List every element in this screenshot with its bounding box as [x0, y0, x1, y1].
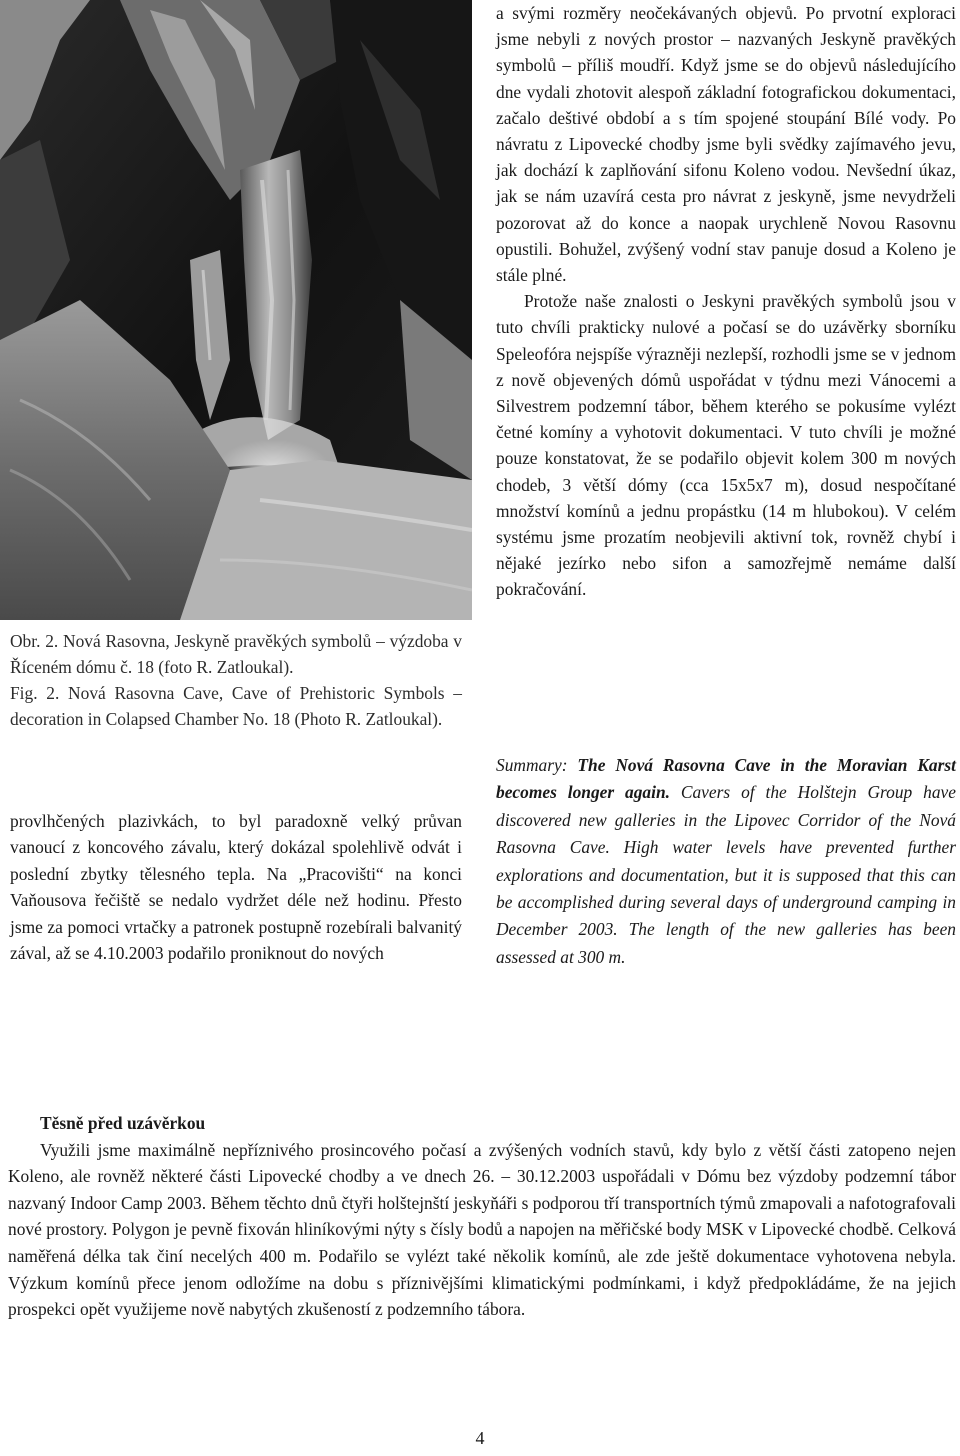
caption-czech: Obr. 2. Nová Rasovna, Jeskyně pravěkých symbolů – výzdoba v Říceném dómu č. 18 (foto R. Zatloukal). [10, 631, 462, 677]
summary-title: The Nová Rasovna Cave in the Moravian Karst becomes longer again. [496, 755, 956, 803]
cave-photo [0, 0, 472, 620]
left-column [10, 808, 462, 966]
right-paragraph-2: Protože naše znalosti o Jeskyni pravěkých symbolů jsou v tuto chvíli prakticky nulové a počasí se do uzávěrky sborníku Speleofóra nejspíše výrazněji nezlepší, rozhodli jsme se v jednom z nově objevených dómů uspořádat v týdnu mezi Vánocemi a Silvestrem podzemní tábor, během kterého se pokusíme vylézt četné komíny a vyhotovit dokumentaci. V tuto chvíli je možné pouze konstatovat, že se podařilo objevit kolem 300 m nových chodeb, 3 větší dómy (cca 15x5x7 m), dosud nespočítané množství komínů a jednu propástku (14 m hlubokou). V celém systému jsme prozatím neobjevili aktivní tok, rovněž chybí i nějaké jezírko nebo sifon a samozřejmě nemáme další pokračování. [496, 291, 956, 600]
summary-label: Summary: [496, 755, 568, 775]
right-paragraph-1: a svými rozměry neočekávaných objevů. Po prvotní exploraci jsme nebyli z nových prostor – nazvaných Jeskyně pravěkých symbolů – příliš moudří. Když jsme se do objevů následujícího dne vydali zhotovit alespoň základní fotografickou dokumentaci, začalo deštivé období a s tím spojené stoupání Bílé vody. Po návratu z Lipovecké chodby jsme byli svědky zajímavého jevu, jak dochází k zaplňování sifonu Koleno vodou. Nevšední úkaz, jak se nám uzavírá cesta pro návrat z jeskyně, jsme nevydrželi pozorovat až do konce a naopak urychleně Novou Rasovnu opustili. Bohužel, zvýšený vodní stav panuje dosud a Koleno je stále plné. [496, 3, 956, 286]
left-column-text: provlhčených plazivkách, to byl paradoxně velký průvan vanoucí z koncového závalu, který dokázal spolehlivě odvát i poslední zbytky tělesného tepla. Na „Pracovišti“ na konci Vaňousova řečiště se nedalo vydržet déle než hodinu. Přesto jsme za pomoci vrtačky a patronek postupně rozebírali balvanitý zával, až se 4.10.2003 podařilo proniknout do nových [10, 811, 462, 964]
summary-body: Cavers of the Holštejn Group have discovered new galleries in the Lipovec Corridor of the Nová Rasovna Cave. High water levels have prevented further explorations and documentation, but it is supposed that this can be accomplished during several days of underground camping in December 2003. The length of the new galleries has been assessed at 300 m. [496, 782, 956, 967]
caption-english: Fig. 2. Nová Rasovna Cave, Cave of Prehistoric Symbols – decoration in Colapsed Chamber No. 18 (Photo R. Zatloukal). [10, 683, 462, 729]
cave-flowstone-illustration [0, 0, 472, 620]
right-column [496, 0, 956, 603]
summary-paragraph [496, 752, 956, 971]
late-news-heading: Těsně před uzávěrkou [40, 1113, 206, 1133]
summary-block [496, 752, 956, 971]
page-number: 4 [475, 1428, 485, 1448]
figure-caption [10, 628, 462, 732]
late-news-section [8, 1110, 956, 1323]
late-news-body: Využili jsme maximálně nepříznivého prosincového počasí a zvýšených vodních stavů, kdy bylo z větší části zatopeno nejen Koleno, ale rovněž některé části Lipovecké chodby a ve dnech 26. – 30.12.2003 uspořádali v Dómu bez výzdoby podzemní tábor nazvaný Indoor Camp 2003. Během těchto dnů čtyři holštejnští jeskyňáři s podporou tří transportních týmů zmapovali a nafotografovali nové prostory. Polygon je pevně fixován hliníkovými nýty s čísly bodů a napojen na měřičské body MSK v Lipovecké chodbě. Celková naměřená délka tak činí necelých 400 m. Podařilo se vylézt také několik komínů, ale zde ještě dokumentace vyhotovena nebyla. Výzkum komínů přece jenom odložíme na dobu s příznivějšími klimatickými podmínkami, i když předpokládáme, že na jejich prospekci opět využijeme nově nabytých zkušeností z podzemního tábora. [8, 1139, 956, 1320]
